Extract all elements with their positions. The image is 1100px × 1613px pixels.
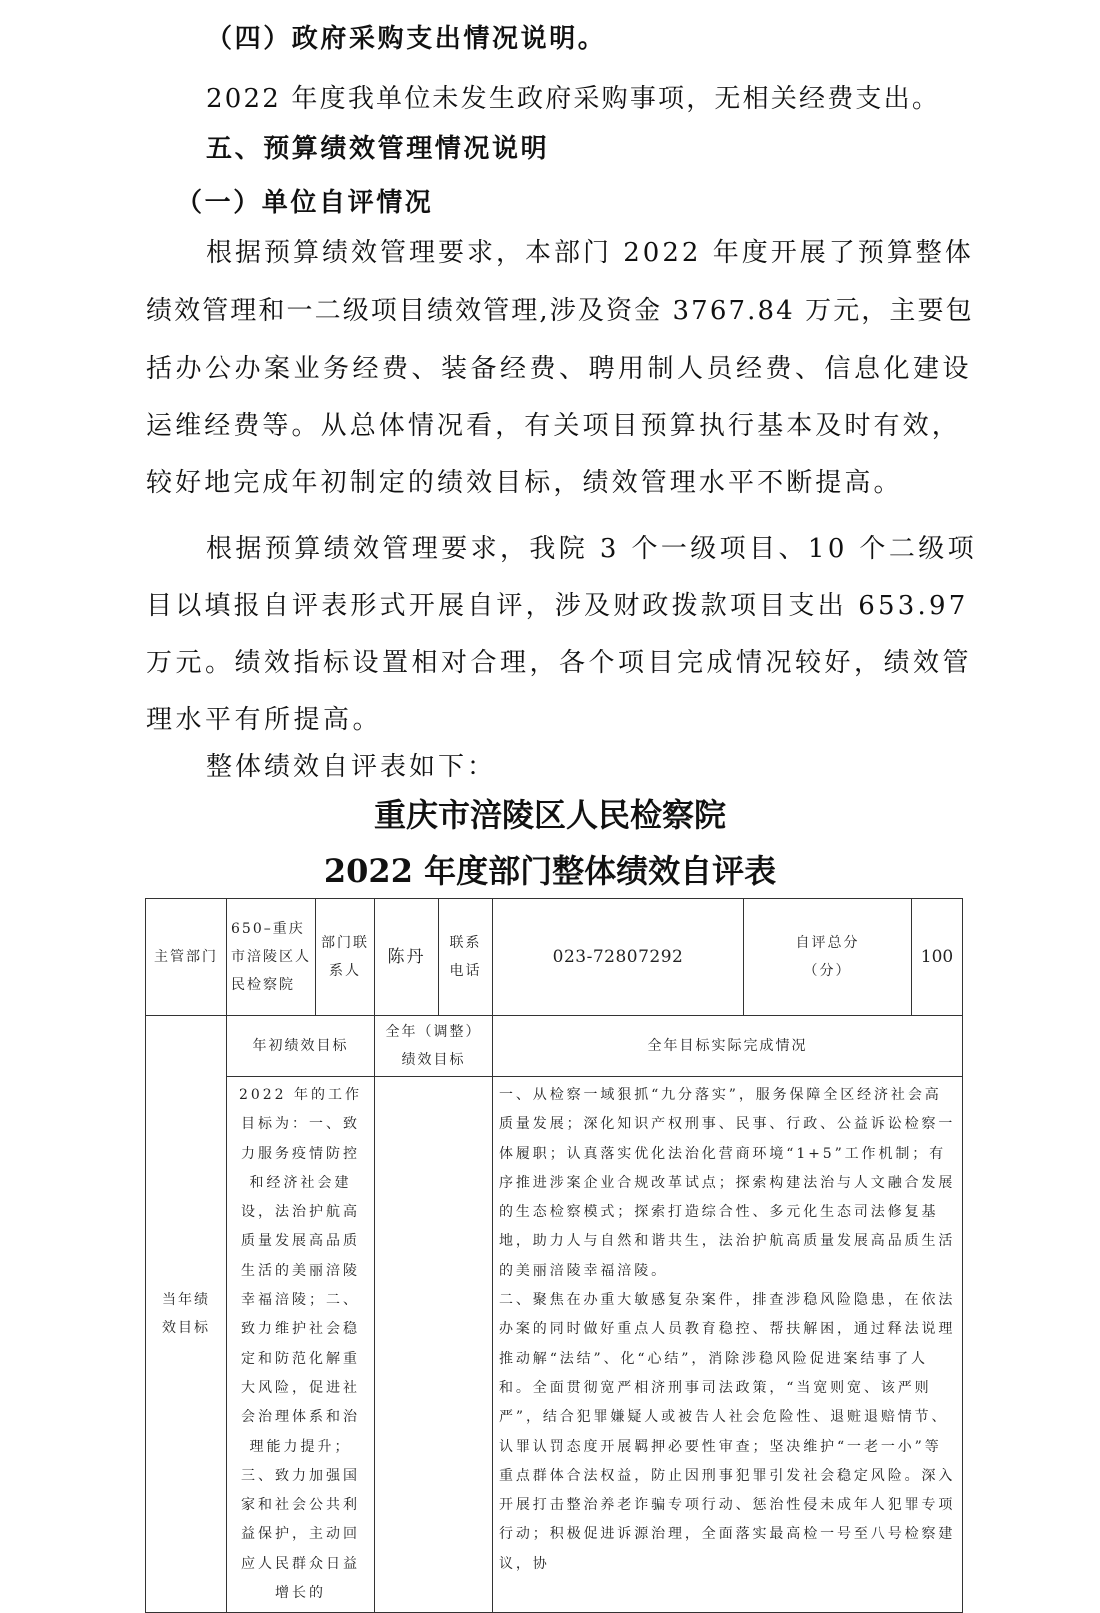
paragraph-line: 目以填报自评表形式开展自评，涉及财政拨款项目支出 653.97 [146, 591, 969, 621]
table-row-goals [146, 1077, 963, 1613]
section-label: 当年绩效目标 [146, 1016, 227, 1613]
col-actual-completion-header: 全年目标实际完成情况 [493, 1016, 963, 1077]
subsection-1-heading: （一）单位自评情况 [176, 188, 434, 218]
paragraph-line: 绩效管理和一二级项目绩效管理,涉及资金 3767.84 万元，主要包 [146, 296, 974, 326]
section-4-text: 2022 年度我单位未发生政府采购事项，无相关经费支出。 [206, 84, 941, 114]
table-row-header-info [146, 899, 963, 1016]
initial-goal-cell: 2022 年的工作目标为：一、致力服务疫情防控和经济社会建设，法治护航高质量发展高品质生活的美丽涪陵幸福涪陵；二、致力维护社会稳定和防范化解重大风险，促进社会治理体系和治理能力提升；三、致力加强国家和社会公共利益保护，主动回应人民群众日益增长的 [227, 1077, 375, 1613]
paragraph-line: 根据预算绩效管理要求，我院 3 个一级项目、10 个二级项 [206, 534, 978, 564]
score-label [744, 899, 912, 1016]
adjusted-goal-cell [375, 1077, 493, 1613]
dept-label: 主管部门 [146, 899, 227, 1016]
phone-value: 023-72807292 [493, 899, 744, 1016]
table-title-name: 2022 年度部门整体绩效自评表 [323, 852, 777, 890]
paragraph-line: 万元。绩效指标设置相对合理，各个项目完成情况较好，绩效管 [146, 648, 973, 678]
paragraph-line: 理水平有所提高。 [146, 705, 383, 735]
paragraph-line: 较好地完成年初制定的绩效目标，绩效管理水平不断提高。 [146, 468, 903, 498]
col-initial-goal-header: 年初绩效目标 [227, 1016, 375, 1077]
dept-value: 650–重庆市涪陵区人民检察院 [227, 899, 316, 1016]
score-label-line-1: 自评总分 [795, 935, 860, 951]
section-5-heading: 五、预算绩效管理情况说明 [206, 134, 550, 164]
paragraph-line: 括办公办案业务经费、装备经费、聘用制人员经费、信息化建设 [146, 354, 973, 384]
performance-evaluation-table [145, 898, 963, 1613]
table-intro: 整体绩效自评表如下： [206, 752, 497, 782]
score-label-line-2: （分） [803, 963, 852, 979]
contact-value: 陈丹 [375, 899, 439, 1016]
phone-label: 联系电话 [439, 899, 493, 1016]
paragraph-line: 根据预算绩效管理要求，本部门 2022 年度开展了预算整体 [206, 238, 974, 268]
actual-completion-cell: 一、从检察一域狠抓“九分落实”，服务保障全区经济社会高质量发展；深化知识产权刑事、民事、行政、公益诉讼检察一体履职；认真落实优化法治化营商环境“1+5”工作机制；有序推进涉案企业合规改革试点；探索构建法治与人文融合发展的生态检察模式；探索打造综合性、多元化生态司法修复基地，助力人与自然和谐共生，法治护航高质量发展高品质生活的美丽涪陵幸福涪陵。 二、聚焦在办重大敏感复杂案件，排查涉稳风险隐患，在依法办案的同时做好重点人员教育稳控、帮扶解困，通过释法说理推动解“法结”、化“心结”，消除涉稳风险促进案结事了人和。全面贯彻宽严相济刑事司法政策，“当宽则宽、该严则严”，结合犯罪嫌疑人或被告人社会危险性、退赃退赔情节、认罪认罚态度开展羁押必要性审查；坚决维护“一老一小”等重点群体合法权益，防止因刑事犯罪引发社会稳定风险。深入开展打击整治养老诈骗专项行动、惩治性侵未成年人犯罪专项行动；积极促进诉源治理，全面落实最高检一号至八号检察建议，协 [493, 1077, 963, 1613]
contact-label: 部门联系人 [316, 899, 375, 1016]
paragraph-line: 运维经费等。从总体情况看，有关项目预算执行基本及时有效， [146, 411, 961, 441]
section-4-heading: （四）政府采购支出情况说明。 [206, 24, 607, 54]
table-row-column-headers [146, 1016, 963, 1077]
table-title-org: 重庆市涪陵区人民检察院 [373, 796, 726, 834]
col-adjusted-goal-header: 全年（调整）绩效目标 [375, 1016, 493, 1077]
score-value: 100 [912, 899, 963, 1016]
